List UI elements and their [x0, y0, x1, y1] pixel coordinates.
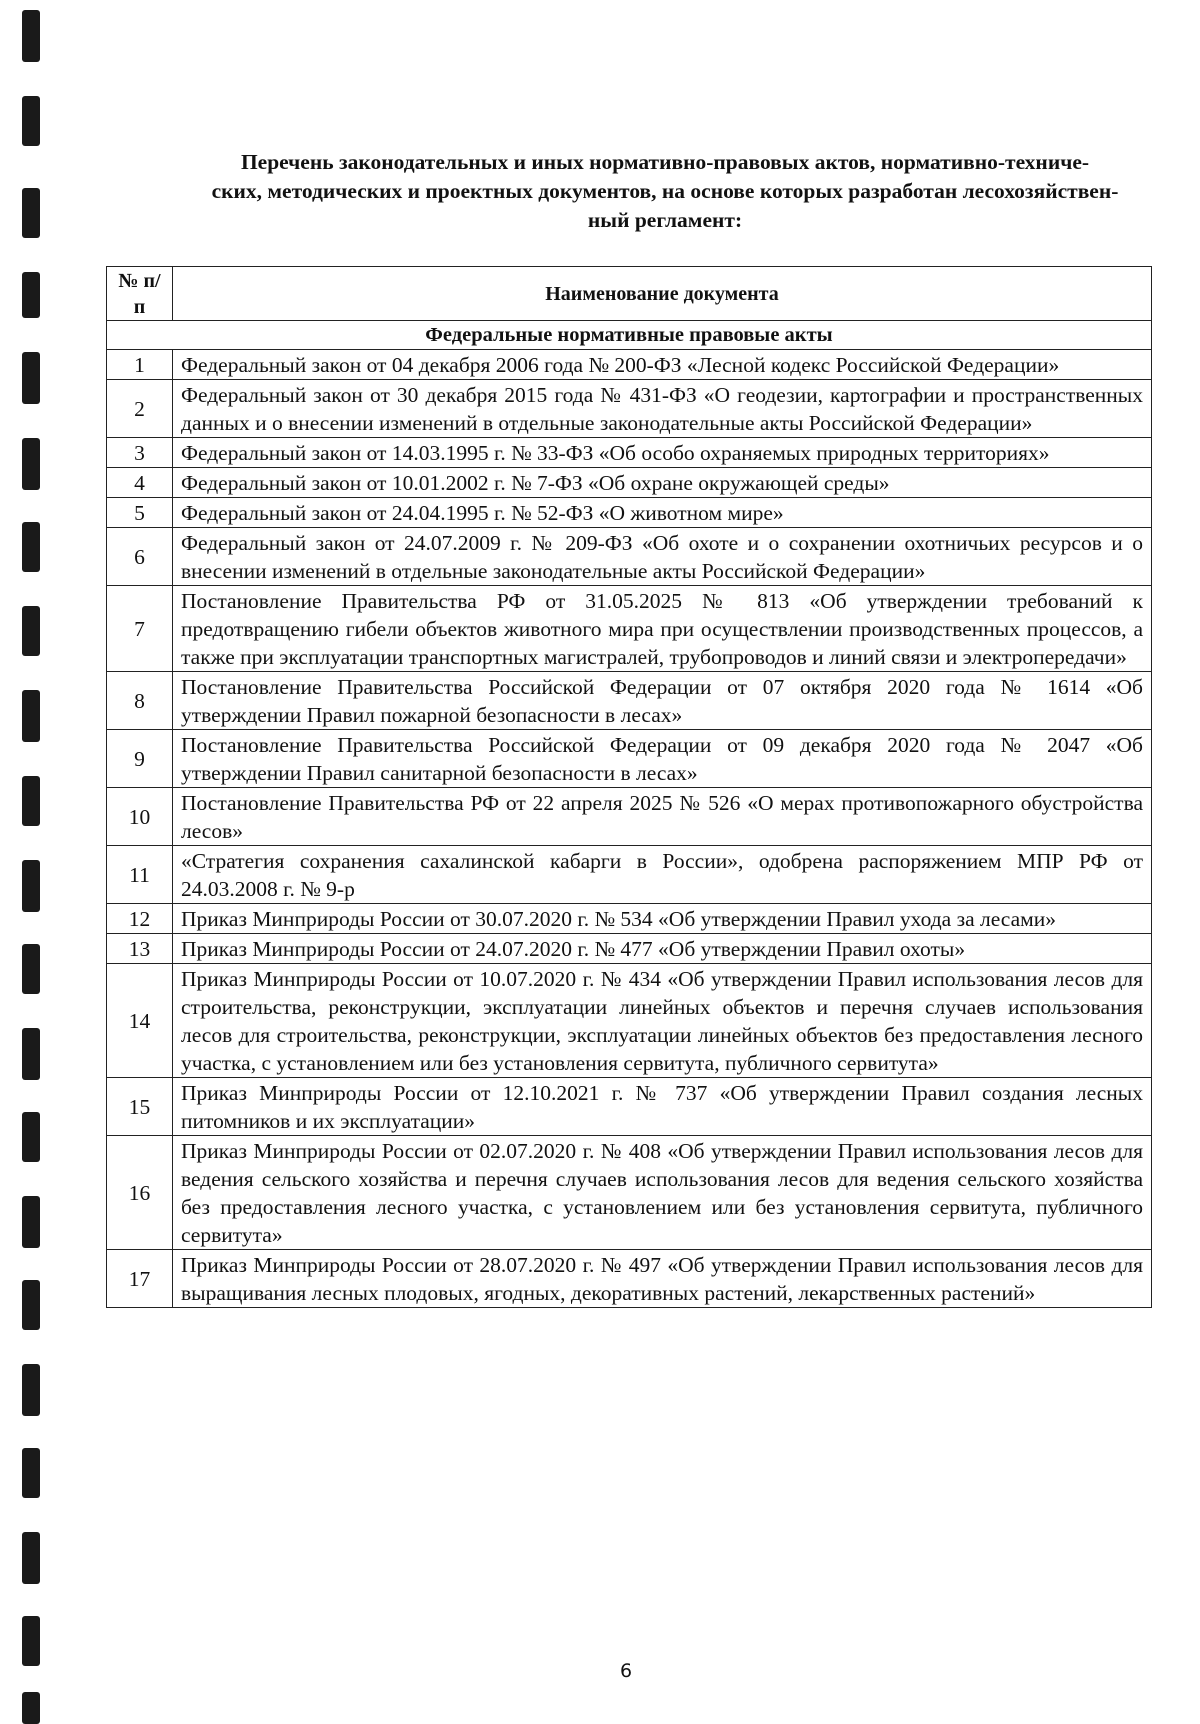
row-number: 10 [107, 788, 173, 846]
header-number: № п/п [107, 267, 173, 321]
table-row [107, 586, 1152, 672]
table-row [107, 788, 1152, 846]
row-number: 13 [107, 934, 173, 964]
row-number: 7 [107, 586, 173, 672]
title-line: ный регламент: [587, 208, 743, 232]
table-row [107, 672, 1152, 730]
row-number: 9 [107, 730, 173, 788]
row-document-name: Федеральный закон от 24.04.1995 г. № 52-ФЗ «О животном мире» [173, 498, 1152, 528]
row-number: 16 [107, 1136, 173, 1250]
row-document-name: Федеральный закон от 30 декабря 2015 года № 431-ФЗ «О геодезии, картографии и пространственных данных и о внесении изменений в отдельные законодательные акты Российской Федерации» [173, 380, 1152, 438]
row-document-name: Приказ Минприроды России от 24.07.2020 г. № 477 «Об утверждении Правил охоты» [173, 934, 1152, 964]
table-row [107, 438, 1152, 468]
table-row [107, 1250, 1152, 1308]
row-document-name: Приказ Минприроды России от 30.07.2020 г. № 534 «Об утверждении Правил ухода за лесами» [173, 904, 1152, 934]
row-number: 12 [107, 904, 173, 934]
row-document-name: Постановление Правительства Российской Федерации от 07 октября 2020 года № 1614 «Об утверждении Правил пожарной безопасности в лесах» [173, 672, 1152, 730]
row-document-name: «Стратегия сохранения сахалинской кабарги в России», одобрена распоряжением МПР РФ от 24.03.2008 г. № 9-р [173, 846, 1152, 904]
row-document-name: Приказ Минприроды России от 12.10.2021 г. № 737 «Об утверждении Правил создания лесных питомников и их эксплуатации» [173, 1078, 1152, 1136]
table-row [107, 350, 1152, 380]
title-line: Перечень законодательных и иных нормативно-правовых актов, нормативно-техниче- [240, 150, 1090, 174]
row-number: 17 [107, 1250, 173, 1308]
row-document-name: Постановление Правительства РФ от 31.05.2025 № 813 «Об утверждении требований к предотвращению гибели объектов животного мира при осуществлении производственных процессов, а также при эксплуатации транспортных магистралей, трубопроводов и линий связи и электропередачи» [173, 586, 1152, 672]
table-row [107, 380, 1152, 438]
row-number: 8 [107, 672, 173, 730]
row-number: 15 [107, 1078, 173, 1136]
section-title: Федеральные нормативные правовые акты [107, 321, 1152, 350]
row-number: 6 [107, 528, 173, 586]
row-document-name: Федеральный закон от 04 декабря 2006 года № 200-ФЗ «Лесной кодекс Российской Федерации» [173, 350, 1152, 380]
row-document-name: Федеральный закон от 24.07.2009 г. № 209-ФЗ «Об охоте и о сохранении охотничьих ресурсов и о внесении изменений в отдельные законодательные акты Российской Федерации» [173, 528, 1152, 586]
documents-table [106, 266, 1152, 1308]
row-number: 1 [107, 350, 173, 380]
row-document-name: Постановление Правительства Российской Федерации от 09 декабря 2020 года № 2047 «Об утверждении Правил санитарной безопасности в лесах» [173, 730, 1152, 788]
table-row [107, 904, 1152, 934]
row-number: 4 [107, 468, 173, 498]
table-row [107, 1078, 1152, 1136]
page-title [160, 148, 1170, 235]
table-row [107, 468, 1152, 498]
row-document-name: Приказ Минприроды России от 10.07.2020 г. № 434 «Об утверждении Правил использования лесов для строительства, реконструкции, эксплуатации линейных объектов и перечня случаев использования лесов для строительства, реконструкции, эксплуатации линейных объектов без предоставления лесного участка, с установлением или без установления сервитута, публичного сервитута» [173, 964, 1152, 1078]
table-header-row [107, 267, 1152, 321]
table-row [107, 1136, 1152, 1250]
table-row [107, 934, 1152, 964]
row-document-name: Постановление Правительства РФ от 22 апреля 2025 № 526 «О мерах противопожарного обустройства лесов» [173, 788, 1152, 846]
table-row [107, 498, 1152, 528]
row-number: 3 [107, 438, 173, 468]
binding-holes [22, 0, 46, 1724]
header-document-name: Наименование документа [173, 267, 1152, 321]
row-number: 11 [107, 846, 173, 904]
table-row [107, 846, 1152, 904]
section-row [107, 321, 1152, 350]
row-document-name: Федеральный закон от 14.03.1995 г. № 33-ФЗ «Об особо охраняемых природных территориях» [173, 438, 1152, 468]
table-row [107, 964, 1152, 1078]
table-row [107, 528, 1152, 586]
page-number: 6 [619, 1660, 633, 1682]
row-document-name: Приказ Минприроды России от 28.07.2020 г. № 497 «Об утверждении Правил использования лесов для выращивания лесных плодовых, ягодных, декоративных растений, лекарственных растений» [173, 1250, 1152, 1308]
row-number: 2 [107, 380, 173, 438]
row-document-name: Федеральный закон от 10.01.2002 г. № 7-ФЗ «Об охране окружающей среды» [173, 468, 1152, 498]
row-number: 14 [107, 964, 173, 1078]
row-number: 5 [107, 498, 173, 528]
title-line: ских, методических и проектных документов, на основе которых разработан лесохозяйствен- [211, 179, 1119, 203]
row-document-name: Приказ Минприроды России от 02.07.2020 г. № 408 «Об утверждении Правил использования лесов для ведения сельского хозяйства и перечня случаев использования лесов для ведения сельского хозяйства без предоставления лесного участка, с установлением или без установления сервитута, публичного сервитута» [173, 1136, 1152, 1250]
table-row [107, 730, 1152, 788]
